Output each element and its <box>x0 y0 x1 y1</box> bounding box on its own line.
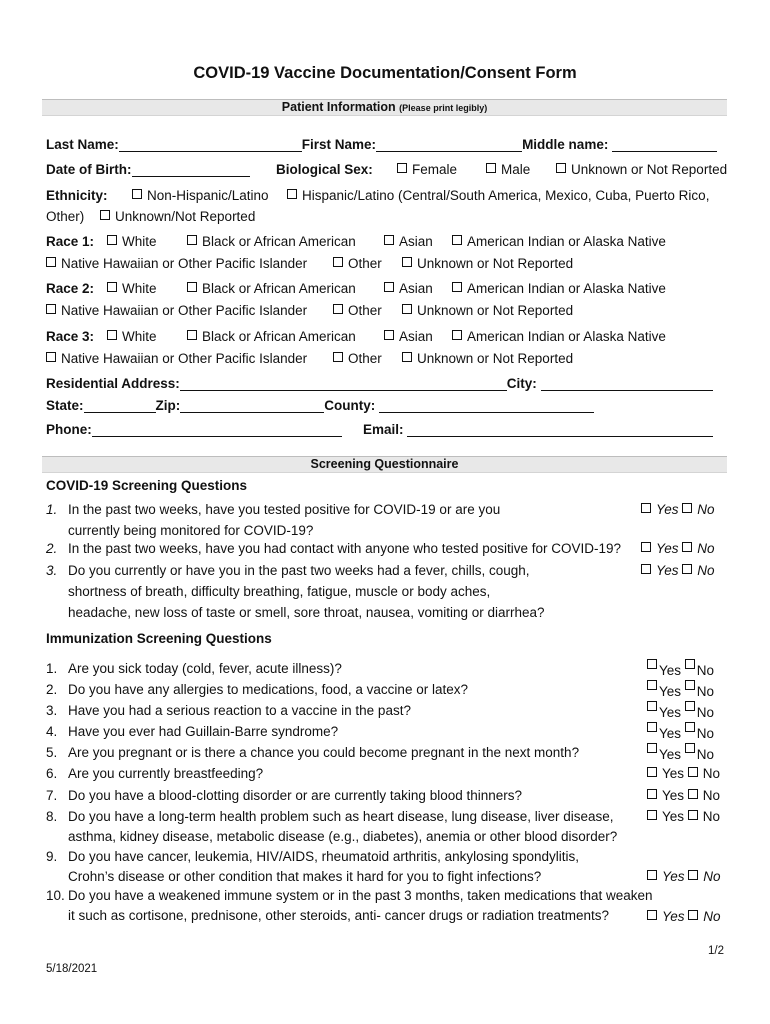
ethnicity-hispanic-cont: Other) <box>46 209 85 224</box>
race-option-label: Unknown or Not Reported <box>417 303 574 318</box>
covid-question-text: currently being monitored for COVID-19? <box>68 523 314 538</box>
immunization-answer-8 <box>647 809 720 824</box>
state-label: State: <box>46 398 84 413</box>
patient-info-note: (Please print legibly) <box>399 103 488 113</box>
race-1-white[interactable] <box>107 234 157 249</box>
ethnicity-label: Ethnicity: <box>46 188 108 203</box>
checkbox-icon[interactable] <box>452 330 462 340</box>
race-option-label: American Indian or Alaska Native <box>467 281 666 296</box>
race-3-other[interactable] <box>333 351 382 366</box>
checkbox-icon[interactable] <box>452 282 462 292</box>
city-line[interactable] <box>541 376 713 391</box>
checkbox-icon[interactable] <box>685 659 695 669</box>
no-label: No <box>702 809 721 824</box>
checkbox-icon[interactable] <box>647 870 657 880</box>
covid-question-number: 1. <box>46 502 58 517</box>
checkbox-icon[interactable] <box>46 304 56 314</box>
race-3-pacific-islander[interactable] <box>46 351 307 366</box>
race-option-label: American Indian or Alaska Native <box>467 329 666 344</box>
yes-label: Yes <box>662 766 685 781</box>
immunization-answer-9 <box>647 869 721 884</box>
covid-question-text: In the past two weeks, have you had contact with anyone who tested positive for COVID-19? <box>68 541 622 556</box>
race-2-label: Race 2: <box>46 281 95 296</box>
covid-answer-1 <box>641 502 715 517</box>
race-3-label: Race 3: <box>46 329 95 344</box>
no-label: No <box>697 541 715 556</box>
immunization-question-text: Do you have a blood-clotting disorder or are currently taking blood thinners? <box>68 788 523 803</box>
checkbox-icon[interactable] <box>107 330 117 340</box>
checkbox-icon[interactable] <box>647 810 657 820</box>
no-label: No <box>696 726 715 741</box>
covid-question-text: headache, new loss of taste or smell, sore throat, nausea, vomiting or diarrhea? <box>68 605 545 620</box>
address-row[interactable] <box>46 376 713 391</box>
yes-label: Yes <box>656 502 679 517</box>
race-2-asian[interactable] <box>384 281 433 296</box>
checkbox-icon[interactable] <box>682 503 692 513</box>
no-label: No <box>697 563 715 578</box>
dob-field[interactable] <box>46 162 250 177</box>
checkbox-icon[interactable] <box>685 722 695 732</box>
middle-name-line[interactable] <box>612 137 717 152</box>
checkbox-icon[interactable] <box>556 163 566 173</box>
covid-question-number: 2. <box>46 541 58 556</box>
state-line[interactable] <box>84 398 156 413</box>
no-label: No <box>702 788 721 803</box>
email-row[interactable] <box>363 422 713 437</box>
checkbox-icon[interactable] <box>688 789 698 799</box>
race-3-native-american[interactable] <box>452 329 666 344</box>
checkbox-icon[interactable] <box>100 210 110 220</box>
race-2-native-american[interactable] <box>452 281 666 296</box>
sex-unknown-option[interactable] <box>556 162 727 177</box>
race-option-label: American Indian or Alaska Native <box>467 234 666 249</box>
patient-info-title: Patient Information <box>281 100 396 114</box>
yes-label: Yes <box>662 788 685 803</box>
checkbox-icon[interactable] <box>187 282 197 292</box>
race-2-unknown[interactable] <box>402 303 573 318</box>
dob-line[interactable] <box>132 162 250 177</box>
ethnicity-nonhispanic-option[interactable] <box>132 188 269 203</box>
no-label: No <box>696 705 715 720</box>
checkbox-icon[interactable] <box>46 352 56 362</box>
checkbox-icon[interactable] <box>682 542 692 552</box>
immunization-question-number: 3. <box>46 703 58 718</box>
race-1-unknown[interactable] <box>402 256 573 271</box>
immunization-question-number: 10. <box>46 888 65 903</box>
race-2-other[interactable] <box>333 303 382 318</box>
checkbox-icon[interactable] <box>647 767 657 777</box>
footer-date: 5/18/2021 <box>46 963 98 975</box>
page-number: 1/2 <box>708 945 724 957</box>
no-label: No <box>702 766 721 781</box>
checkbox-icon[interactable] <box>384 282 394 292</box>
covid-question-number: 3. <box>46 563 58 578</box>
no-label: No <box>697 502 715 517</box>
checkbox-icon[interactable] <box>384 235 394 245</box>
no-label: No <box>703 869 721 884</box>
race-1-label: Race 1: <box>46 234 95 249</box>
no-label: No <box>703 909 721 924</box>
checkbox-icon[interactable] <box>685 743 695 753</box>
state-row[interactable] <box>46 398 594 413</box>
immunization-question-text: Are you sick today (cold, fever, acute illness)? <box>68 661 342 676</box>
checkbox-icon[interactable] <box>688 767 698 777</box>
race-option-label: White <box>122 234 157 249</box>
yes-label: Yes <box>659 726 682 741</box>
immunization-answer-1 <box>647 663 714 678</box>
county-line[interactable] <box>379 398 594 413</box>
no-label: No <box>696 663 715 678</box>
city-label: City: <box>506 376 537 391</box>
patient-info-header <box>42 99 727 116</box>
immunization-question-text: Have you ever had Guillain-Barre syndrome? <box>68 724 339 739</box>
immunization-answer-10 <box>647 909 721 924</box>
checkbox-icon[interactable] <box>647 701 657 711</box>
page-title: COVID-19 Vaccine Documentation/Consent Form <box>193 64 577 82</box>
race-2-black[interactable] <box>187 281 356 296</box>
screening-header <box>42 456 727 473</box>
sex-male-option[interactable] <box>486 162 530 177</box>
checkbox-icon[interactable] <box>647 743 657 753</box>
dob-label: Date of Birth: <box>46 162 132 177</box>
race-option-label: Asian <box>399 234 433 249</box>
checkbox-icon[interactable] <box>647 789 657 799</box>
phone-row[interactable] <box>46 422 342 437</box>
race-option-label: Other <box>348 351 382 366</box>
first-name-label: First Name: <box>301 137 377 152</box>
race-option-label: Native Hawaiian or Other Pacific Islander <box>61 351 308 366</box>
immunization-question-number: 2. <box>46 682 58 697</box>
checkbox-icon[interactable] <box>685 701 695 711</box>
checkbox-icon[interactable] <box>685 680 695 690</box>
race-option-label: Unknown or Not Reported <box>417 256 574 271</box>
race-option-label: Other <box>348 256 382 271</box>
checkbox-icon[interactable] <box>287 189 297 199</box>
immunization-question-text: Crohn’s disease or other condition that makes it hard for you to fight infections? <box>68 869 542 884</box>
race-2-pacific-islander[interactable] <box>46 303 307 318</box>
zip-label: Zip: <box>155 398 181 413</box>
checkbox-icon[interactable] <box>333 304 343 314</box>
checkbox-icon[interactable] <box>486 163 496 173</box>
race-option-label: Black or African American <box>202 281 356 296</box>
covid-question-text: In the past two weeks, have you tested positive for COVID-19 or are you <box>68 502 501 517</box>
yes-label: Yes <box>662 909 685 924</box>
immunization-question-number: 4. <box>46 724 58 739</box>
immunization-question-text: asthma, kidney disease, metabolic disease (e.g., diabetes), anemia or other blood disorder? <box>68 829 618 844</box>
checkbox-icon[interactable] <box>107 235 117 245</box>
immunization-question-text: Do you have a long-term health problem such as heart disease, lung disease, liver disease, <box>68 809 614 824</box>
immunization-answer-7 <box>647 788 720 803</box>
checkbox-icon[interactable] <box>402 352 412 362</box>
immunization-answer-3 <box>647 705 714 720</box>
no-label: No <box>696 684 715 699</box>
phone-line[interactable] <box>92 422 342 437</box>
sex-label: Biological Sex: <box>276 162 373 177</box>
checkbox-icon[interactable] <box>647 722 657 732</box>
immunization-question-number: 6. <box>46 766 58 781</box>
race-3-asian[interactable] <box>384 329 433 344</box>
race-option-label: Unknown or Not Reported <box>417 351 574 366</box>
yes-label: Yes <box>659 705 682 720</box>
ethnicity-unknown-label: Unknown/Not Reported <box>115 209 256 224</box>
race-3-unknown[interactable] <box>402 351 573 366</box>
screening-title: Screening Questionnaire <box>310 457 459 471</box>
race-3-black[interactable] <box>187 329 356 344</box>
middle-name-label: Middle name: <box>522 137 609 152</box>
checkbox-icon[interactable] <box>187 235 197 245</box>
race-option-label: Asian <box>399 329 433 344</box>
race-option-label: Asian <box>399 281 433 296</box>
immunization-question-number: 8. <box>46 809 58 824</box>
checkbox-icon[interactable] <box>402 304 412 314</box>
immunization-question-number: 9. <box>46 849 58 864</box>
checkbox-icon[interactable] <box>384 330 394 340</box>
checkbox-icon[interactable] <box>333 352 343 362</box>
race-option-label: Black or African American <box>202 234 356 249</box>
sex-female-label: Female <box>412 162 458 177</box>
sex-female-option[interactable] <box>397 162 457 177</box>
race-1-pacific-islander[interactable] <box>46 256 307 271</box>
immunization-heading: Immunization Screening Questions <box>46 631 272 646</box>
checkbox-icon[interactable] <box>402 257 412 267</box>
yes-label: Yes <box>656 563 679 578</box>
immunization-question-text: Are you pregnant or is there a chance you could become pregnant in the next month? <box>68 745 580 760</box>
email-label: Email: <box>363 422 404 437</box>
checkbox-icon[interactable] <box>46 257 56 267</box>
checkbox-icon[interactable] <box>187 330 197 340</box>
immunization-question-text: Do you have cancer, leukemia, HIV/AIDS, rheumatoid arthritis, ankylosing spondylitis, <box>68 849 579 864</box>
race-option-label: Black or African American <box>202 329 356 344</box>
covid-answer-3 <box>641 563 715 578</box>
checkbox-icon[interactable] <box>682 564 692 574</box>
race-2-white[interactable] <box>107 281 157 296</box>
checkbox-icon[interactable] <box>688 870 698 880</box>
checkbox-icon[interactable] <box>688 810 698 820</box>
immunization-answer-6 <box>647 766 720 781</box>
race-option-label: Other <box>348 303 382 318</box>
last-name-line[interactable] <box>119 137 302 152</box>
immunization-question-text: Do you have any allergies to medications, food, a vaccine or latex? <box>68 682 468 697</box>
immunization-question-text: Do you have a weakened immune system or in the past 3 months, taken medications that weaken <box>68 888 653 903</box>
immunization-question-text: Have you had a serious reaction to a vaccine in the past? <box>68 703 411 718</box>
race-option-label: Native Hawaiian or Other Pacific Islander <box>61 303 308 318</box>
yes-label: Yes <box>659 663 682 678</box>
immunization-question-text: Are you currently breastfeeding? <box>68 766 264 781</box>
ethnicity-unknown-option[interactable] <box>100 209 255 224</box>
yes-label: Yes <box>662 809 685 824</box>
checkbox-icon[interactable] <box>397 163 407 173</box>
race-3-white[interactable] <box>107 329 157 344</box>
covid-heading: COVID-19 Screening Questions <box>46 478 248 493</box>
ethnicity-hispanic-option[interactable] <box>287 188 709 203</box>
checkbox-icon[interactable] <box>688 910 698 920</box>
first-name-line[interactable] <box>376 137 522 152</box>
covid-answer-2 <box>641 541 715 556</box>
sex-male-label: Male <box>501 162 531 177</box>
immunization-answer-5 <box>647 747 714 762</box>
address-line[interactable] <box>180 376 507 391</box>
yes-label: Yes <box>659 747 682 762</box>
email-line[interactable] <box>407 422 713 437</box>
yes-label: Yes <box>656 541 679 556</box>
immunization-answer-4 <box>647 726 714 741</box>
race-option-label: White <box>122 281 157 296</box>
ethnicity-nonhispanic-label: Non-Hispanic/Latino <box>147 188 269 203</box>
checkbox-icon[interactable] <box>132 189 142 199</box>
checkbox-icon[interactable] <box>641 542 651 552</box>
checkbox-icon[interactable] <box>647 910 657 920</box>
checkbox-icon[interactable] <box>647 680 657 690</box>
immunization-question-number: 1. <box>46 661 58 676</box>
yes-label: Yes <box>662 869 685 884</box>
race-option-label: White <box>122 329 157 344</box>
ethnicity-hispanic-label: Hispanic/Latino (Central/South America, Mexico, Cuba, Puerto Rico, <box>302 188 710 203</box>
phone-label: Phone: <box>46 422 92 437</box>
yes-label: Yes <box>659 684 682 699</box>
checkbox-icon[interactable] <box>333 257 343 267</box>
covid-question-text: shortness of breath, difficulty breathing, fatigue, muscle or body aches, <box>68 584 491 599</box>
zip-line[interactable] <box>180 398 324 413</box>
checkbox-icon[interactable] <box>647 659 657 669</box>
race-1-black[interactable] <box>187 234 356 249</box>
checkbox-icon[interactable] <box>452 235 462 245</box>
last-name-field[interactable] <box>46 137 717 152</box>
race-1-native-american[interactable] <box>452 234 666 249</box>
checkbox-icon[interactable] <box>641 564 651 574</box>
sex-unknown-label: Unknown or Not Reported <box>571 162 728 177</box>
no-label: No <box>696 747 715 762</box>
last-name-label: Last Name: <box>46 137 119 152</box>
immunization-question-number: 5. <box>46 745 58 760</box>
immunization-question-text: it such as cortisone, prednisone, other steroids, anti- cancer drugs or radiation treatments? <box>68 908 610 923</box>
race-1-other[interactable] <box>333 256 382 271</box>
race-1-asian[interactable] <box>384 234 433 249</box>
checkbox-icon[interactable] <box>107 282 117 292</box>
address-label: Residential Address: <box>46 376 180 391</box>
checkbox-icon[interactable] <box>641 503 651 513</box>
immunization-question-number: 7. <box>46 788 58 803</box>
immunization-answer-2 <box>647 684 714 699</box>
county-label: County: <box>324 398 376 413</box>
race-option-label: Native Hawaiian or Other Pacific Islander <box>61 256 308 271</box>
covid-question-text: Do you currently or have you in the past two weeks had a fever, chills, cough, <box>68 563 530 578</box>
